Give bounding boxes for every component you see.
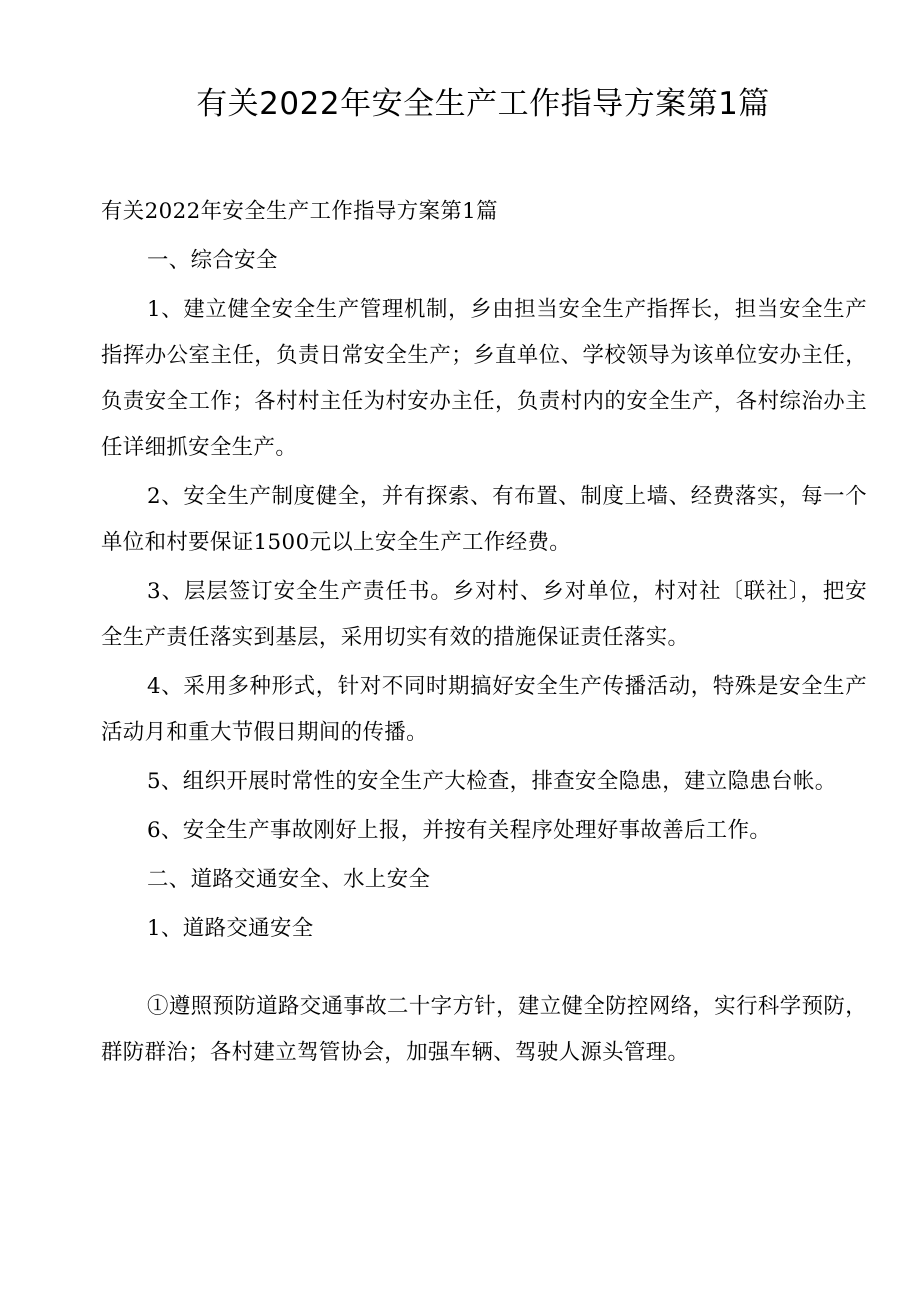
subsection-heading-road-safety: 1、道路交通安全 (147, 916, 314, 941)
section-heading-road-water-safety: 二、道路交通安全、水上安全 (147, 867, 431, 892)
paragraph-item-2: 2、安全生产制度健全，并有探索、有布置、制度上墙、经费落实，每一个单位和村要保证1500元以上安全生产工作经费。 (101, 484, 867, 555)
paragraph-item-3: 3、层层签订安全生产责任书。乡对村、乡对单位，村对社〔联社〕，把安全生产责任落实到基层，采用切实有效的措施保证责任落实。 (101, 579, 867, 650)
paragraph-item-1: 1、建立健全安全生产管理机制，乡由担当安全生产指挥长，担当安全生产指挥办公室主任，负责日常安全生产；乡直单位、学校领导为该单位安办主任，负责安全工作；各村村主任为村安办主任，负责村内的安全生产，各村综治办主任详细抓安全生产。 (101, 297, 867, 460)
document-subtitle: 有关2022年安全生产工作指导方案第1篇 (101, 199, 498, 224)
section-heading-comprehensive-safety: 一、综合安全 (147, 248, 278, 273)
paragraph-item-6: 6、安全生产事故刚好上报，并按有关程序处理好事故善后工作。 (147, 818, 772, 843)
paragraph-item-5: 5、组织开展时常性的安全生产大检查，排查安全隐患，建立隐患台帐。 (147, 769, 837, 794)
paragraph-item-4: 4、采用多种形式，针对不同时期搞好安全生产传播活动，特殊是安全生产活动月和重大节假日期间的传播。 (101, 674, 867, 745)
document-title: 有关2022年安全生产工作指导方案第1篇 (196, 86, 770, 122)
document-body (101, 189, 867, 1079)
paragraph-road-safety-item-1: ①遵照预防道路交通事故二十字方针，建立健全防控网络，实行科学预防，群防群治；各村建立驾管协会，加强车辆、驾驶人源头管理。 (101, 994, 867, 1065)
